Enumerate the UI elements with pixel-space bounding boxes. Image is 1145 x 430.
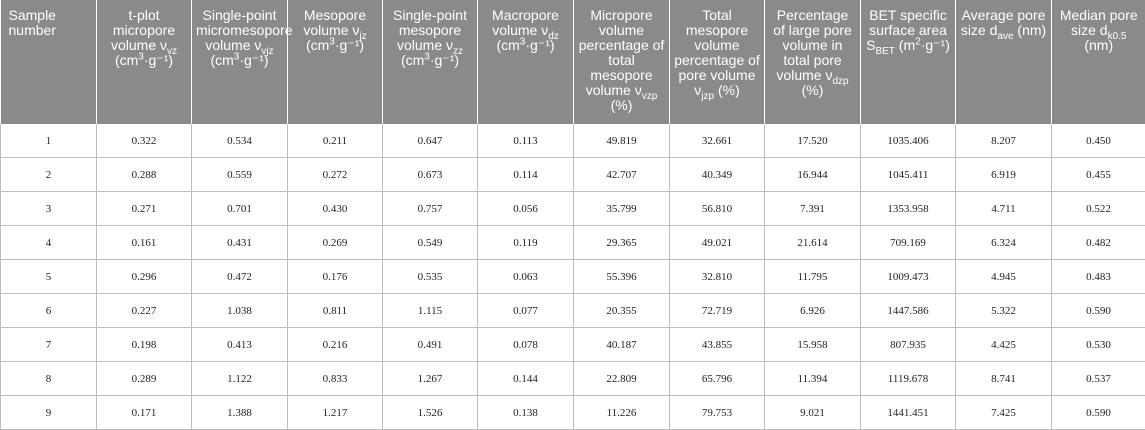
table-cell: 17.520 [765, 124, 861, 158]
table-cell: 20.355 [574, 294, 670, 328]
table-cell: 0.590 [1052, 294, 1145, 328]
table-cell: 0.537 [1052, 362, 1145, 396]
table-cell: 0.430 [288, 192, 383, 226]
header-text-mid: (%) [611, 97, 633, 113]
table-cell: 11.795 [765, 260, 861, 294]
header-text-mid: (nm) [1084, 37, 1113, 53]
header-text-pre: Single-point micromesopore volume ν [196, 7, 292, 53]
header-text-pre: Micropore volume percentage of total mesopore volume ν [579, 7, 665, 98]
table-cell: 72.719 [670, 294, 765, 328]
table-cell: 4.945 [956, 260, 1052, 294]
table-cell: 7 [1, 328, 97, 362]
header-text-pre: t-plot micropore volume ν [111, 7, 175, 53]
column-header [192, 0, 288, 124]
header-text-post: ·g⁻¹) [921, 37, 950, 53]
table-cell: 32.661 [670, 124, 765, 158]
table-cell: 0.491 [383, 328, 478, 362]
table-cell: 0.530 [1052, 328, 1145, 362]
header-text-sup: 3 [329, 36, 335, 47]
table-cell: 0.289 [97, 362, 192, 396]
table-row [1, 192, 1145, 226]
header-text-mid: (m [895, 37, 915, 53]
table-cell: 40.187 [574, 328, 670, 362]
header-text-pre: Mesopore volume ν [303, 7, 366, 38]
table-cell: 49.819 [574, 124, 670, 158]
table-cell: 65.796 [670, 362, 765, 396]
table-cell: 6.926 [765, 294, 861, 328]
table-row [1, 362, 1145, 396]
table-cell: 1.267 [383, 362, 478, 396]
header-text-mid: (cm [496, 37, 519, 53]
table-cell: 21.614 [765, 226, 861, 260]
header-text-sub: vjz [261, 46, 273, 57]
header-text-mid: (nm) [1014, 22, 1047, 38]
table-cell: 4 [1, 226, 97, 260]
header-text-post: ·g⁻¹) [335, 37, 364, 53]
table-cell: 0.549 [383, 226, 478, 260]
table-cell: 1045.411 [861, 158, 956, 192]
header-text-sup: 3 [234, 51, 240, 62]
table-row [1, 124, 1145, 158]
table-cell: 11.226 [574, 396, 670, 430]
table-cell: 0.757 [383, 192, 478, 226]
table-cell: 709.169 [861, 226, 956, 260]
table-cell: 0.144 [478, 362, 574, 396]
table-row [1, 396, 1145, 430]
header-text-mid: (%) [714, 82, 740, 98]
table-cell: 5 [1, 260, 97, 294]
table-cell: 6.919 [956, 158, 1052, 192]
table-cell: 0.198 [97, 328, 192, 362]
table-header [1, 0, 1145, 124]
table-cell: 0.534 [192, 124, 288, 158]
table-cell: 4.711 [956, 192, 1052, 226]
table-cell: 2 [1, 158, 97, 192]
header-text-sub: dz [548, 31, 559, 42]
table-cell: 35.799 [574, 192, 670, 226]
header-text-sub: dzp [832, 76, 848, 87]
header-text-pre: Percentage of large pore volume in total pore volume ν [773, 7, 852, 83]
table-cell: 8 [1, 362, 97, 396]
table-cell: 9 [1, 396, 97, 430]
table-cell: 1.038 [192, 294, 288, 328]
table-cell: 42.707 [574, 158, 670, 192]
table-cell: 0.269 [288, 226, 383, 260]
table-cell: 0.413 [192, 328, 288, 362]
table-cell: 8.741 [956, 362, 1052, 396]
table-cell: 0.811 [288, 294, 383, 328]
header-text-pre: Sample number [9, 7, 56, 38]
table-cell: 0.114 [478, 158, 574, 192]
table-cell: 1353.958 [861, 192, 956, 226]
table-cell: 29.365 [574, 226, 670, 260]
table-row [1, 260, 1145, 294]
header-text-sup: 3 [520, 36, 526, 47]
column-header [574, 0, 670, 124]
table-cell: 1441.451 [861, 396, 956, 430]
header-text-mid: (%) [802, 82, 824, 98]
table-cell: 0.472 [192, 260, 288, 294]
table-cell: 1 [1, 124, 97, 158]
table-cell: 0.482 [1052, 226, 1145, 260]
header-text-mid: (cm [210, 52, 233, 68]
header-text-sub: jz [359, 31, 366, 42]
column-header [383, 0, 478, 124]
table-cell: 4.425 [956, 328, 1052, 362]
table-cell: 0.113 [478, 124, 574, 158]
table-cell: 0.673 [383, 158, 478, 192]
header-text-sub: jzp [701, 91, 714, 102]
table-cell: 0.296 [97, 260, 192, 294]
header-text-post: ·g⁻¹) [144, 52, 173, 68]
table-cell: 6.324 [956, 226, 1052, 260]
table-row [1, 294, 1145, 328]
table-cell: 1119.678 [861, 362, 956, 396]
table-cell: 0.833 [288, 362, 383, 396]
header-text-sup: 2 [915, 36, 921, 47]
table-row [1, 328, 1145, 362]
header-text-sub: ave [997, 31, 1013, 42]
table-cell: 11.394 [765, 362, 861, 396]
table-cell: 0.288 [97, 158, 192, 192]
table-cell: 0.701 [192, 192, 288, 226]
table-cell: 1447.586 [861, 294, 956, 328]
column-header [478, 0, 574, 124]
table-cell: 1.388 [192, 396, 288, 430]
column-header [956, 0, 1052, 124]
header-text-sub: BET [875, 46, 894, 57]
table-cell: 40.349 [670, 158, 765, 192]
header-text-post: ·g⁻¹) [239, 52, 268, 68]
table-cell: 0.171 [97, 396, 192, 430]
header-row [1, 0, 1145, 124]
table-cell: 0.078 [478, 328, 574, 362]
table-cell: 0.211 [288, 124, 383, 158]
table-cell: 0.056 [478, 192, 574, 226]
table-cell: 15.958 [765, 328, 861, 362]
table-body [1, 124, 1145, 430]
table-cell: 0.063 [478, 260, 574, 294]
table-cell: 0.216 [288, 328, 383, 362]
column-header [1, 0, 97, 124]
table-cell: 0.176 [288, 260, 383, 294]
header-text-post: ·g⁻¹) [525, 37, 554, 53]
table-cell: 43.855 [670, 328, 765, 362]
table-cell: 1035.406 [861, 124, 956, 158]
table-cell: 0.483 [1052, 260, 1145, 294]
column-header [1052, 0, 1145, 124]
table-cell: 8.207 [956, 124, 1052, 158]
table-cell: 55.396 [574, 260, 670, 294]
column-header [765, 0, 861, 124]
table-cell: 0.559 [192, 158, 288, 192]
table-cell: 0.077 [478, 294, 574, 328]
table-cell: 3 [1, 192, 97, 226]
table-cell: 7.391 [765, 192, 861, 226]
table-cell: 1.122 [192, 362, 288, 396]
table-row [1, 226, 1145, 260]
table-cell: 1009.473 [861, 260, 956, 294]
table-cell: 0.227 [97, 294, 192, 328]
header-text-sup: 3 [424, 51, 430, 62]
header-text-mid: (cm [306, 37, 329, 53]
header-text-mid: (cm [115, 52, 138, 68]
header-text-sub: vzp [642, 91, 658, 102]
table-cell: 56.810 [670, 192, 765, 226]
table-cell: 16.944 [765, 158, 861, 192]
table-cell: 1.526 [383, 396, 478, 430]
table-cell: 1.115 [383, 294, 478, 328]
header-text-sub: k0.5 [1108, 31, 1127, 42]
header-text-pre: Single-point mesopore volume ν [393, 7, 467, 53]
header-text-sup: 3 [138, 51, 144, 62]
table-cell: 0.535 [383, 260, 478, 294]
header-text-pre: BET specific surface area S [866, 7, 947, 53]
table-row [1, 158, 1145, 192]
header-text-sub: vz [167, 46, 177, 57]
table-cell: 1.217 [288, 396, 383, 430]
table-cell: 0.272 [288, 158, 383, 192]
header-text-pre: Average pore size d [961, 7, 1046, 38]
table-cell: 0.590 [1052, 396, 1145, 430]
table-cell: 9.021 [765, 396, 861, 430]
header-text-sub: zz [453, 46, 463, 57]
table-cell: 0.450 [1052, 124, 1145, 158]
table-cell: 0.119 [478, 226, 574, 260]
table-cell: 32.810 [670, 260, 765, 294]
table-cell: 0.455 [1052, 158, 1145, 192]
column-header [670, 0, 765, 124]
column-header [288, 0, 383, 124]
table-cell: 0.161 [97, 226, 192, 260]
table-cell: 0.322 [97, 124, 192, 158]
header-text-post: ·g⁻¹) [430, 52, 459, 68]
table-cell: 6 [1, 294, 97, 328]
table-cell: 807.935 [861, 328, 956, 362]
table-cell: 0.522 [1052, 192, 1145, 226]
header-text-pre: Total mesopore volume percentage of pore volume ν [674, 7, 760, 98]
table-cell: 5.322 [956, 294, 1052, 328]
column-header [97, 0, 192, 124]
table-cell: 79.753 [670, 396, 765, 430]
table-cell: 0.647 [383, 124, 478, 158]
table-cell: 0.271 [97, 192, 192, 226]
header-text-mid: (cm [401, 52, 424, 68]
table-cell: 7.425 [956, 396, 1052, 430]
column-header [861, 0, 956, 124]
table-cell: 0.138 [478, 396, 574, 430]
header-text-pre: Median pore size d [1060, 7, 1138, 38]
header-text-pre: Macropore volume ν [492, 7, 559, 38]
table-cell: 0.431 [192, 226, 288, 260]
table-cell: 22.809 [574, 362, 670, 396]
table-cell: 49.021 [670, 226, 765, 260]
